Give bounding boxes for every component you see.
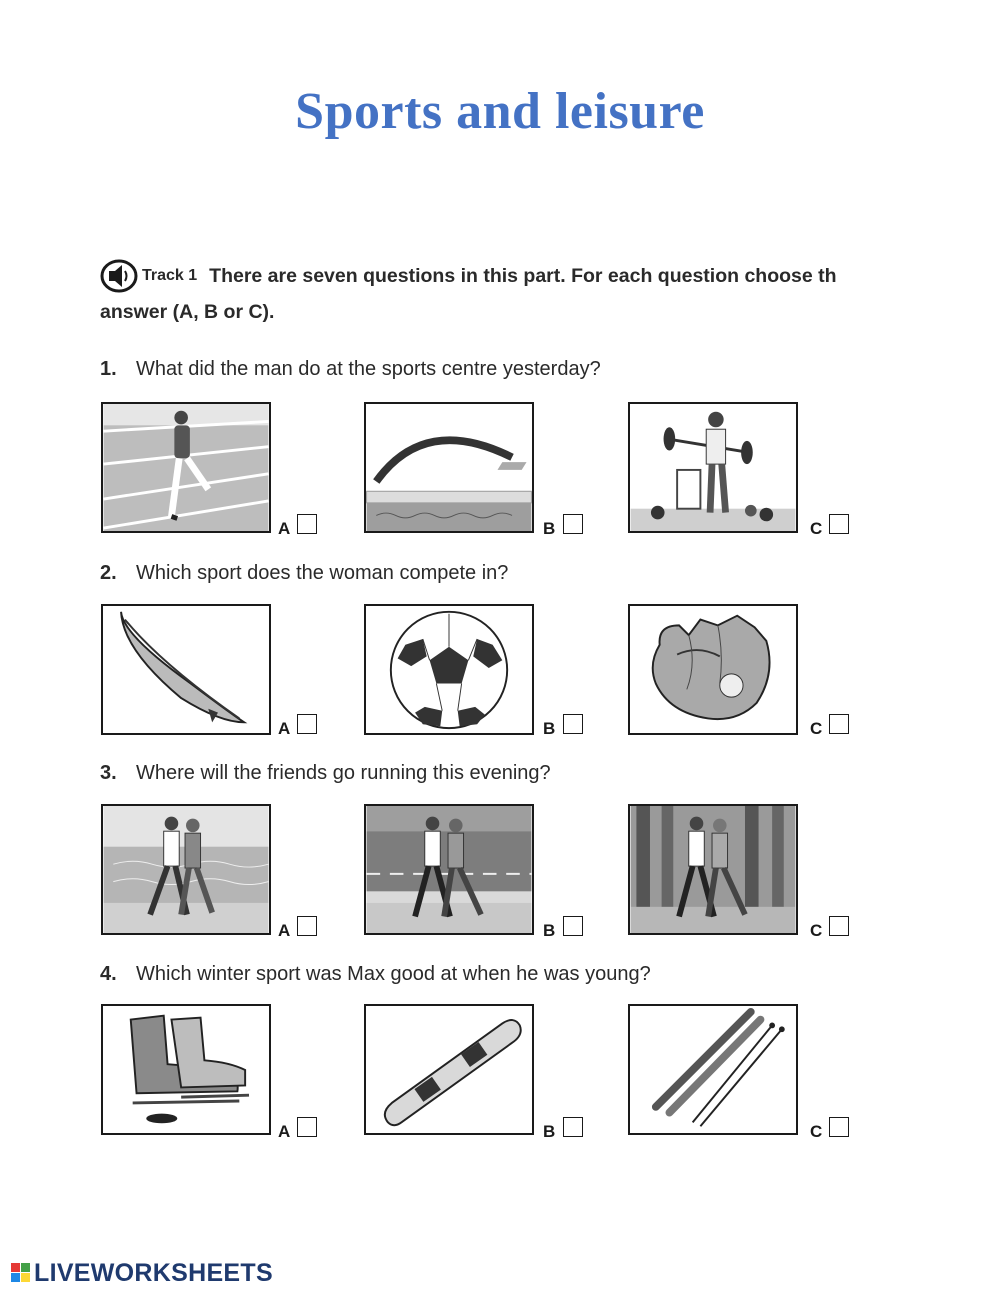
weightlifting-image	[628, 402, 798, 533]
diving-image	[364, 402, 534, 533]
option-label: A	[278, 921, 291, 940]
question-text: Which sport does the woman compete in?	[136, 562, 509, 584]
answer-checkbox-4c[interactable]	[829, 1117, 849, 1137]
answer-checkbox-2c[interactable]	[829, 714, 849, 734]
option-label: C	[810, 921, 823, 940]
question-2	[100, 562, 508, 585]
street-running-image	[364, 804, 534, 935]
footer-branding	[10, 1258, 273, 1288]
question-text: Which winter sport was Max good at when he was young?	[136, 963, 651, 985]
running-track-image	[101, 402, 271, 533]
question-number: 2.	[100, 562, 117, 584]
instructions-line-1	[100, 258, 880, 294]
question-text: Where will the friends go running this evening?	[136, 762, 551, 784]
answer-checkbox-1a[interactable]	[297, 514, 317, 534]
answer-checkbox-3b[interactable]	[563, 916, 583, 936]
option-label: B	[543, 719, 556, 738]
page-title: Sports and leisure	[295, 83, 705, 140]
forest-running-image	[628, 804, 798, 935]
surfboard-image	[101, 604, 271, 735]
answer-checkbox-1b[interactable]	[563, 514, 583, 534]
option-label: B	[543, 1122, 556, 1141]
option-label: A	[278, 519, 291, 538]
instructions	[100, 258, 880, 330]
lake-running-image	[101, 804, 271, 935]
question-number: 4.	[100, 963, 117, 985]
skis-image	[628, 1004, 798, 1135]
instructions-text-1: There are seven questions in this part. For each question choose th	[209, 265, 837, 287]
option-label: A	[278, 1122, 291, 1141]
baseball-glove-image	[628, 604, 798, 735]
question-text: What did the man do at the sports centre yesterday?	[136, 358, 601, 380]
question-number: 3.	[100, 762, 117, 784]
option-label: C	[810, 519, 823, 538]
answer-checkbox-4a[interactable]	[297, 1117, 317, 1137]
option-label: B	[543, 921, 556, 940]
instructions-line-2: answer (A, B or C).	[100, 301, 275, 323]
football-image	[364, 604, 534, 735]
question-number: 1.	[100, 358, 117, 380]
option-label: A	[278, 719, 291, 738]
question-1	[100, 358, 601, 381]
answer-checkbox-2b[interactable]	[563, 714, 583, 734]
track-label: Track 1	[142, 267, 198, 284]
liveworksheets-logo-icon	[10, 1261, 32, 1285]
answer-checkbox-4b[interactable]	[563, 1117, 583, 1137]
option-label: C	[810, 719, 823, 738]
audio-speaker-icon[interactable]	[100, 259, 138, 293]
ice-skate-image	[101, 1004, 271, 1135]
answer-checkbox-1c[interactable]	[829, 514, 849, 534]
answer-checkbox-2a[interactable]	[297, 714, 317, 734]
question-4	[100, 963, 651, 986]
option-label: C	[810, 1122, 823, 1141]
footer-brand-text[interactable]: LIVEWORKSHEETS	[34, 1258, 273, 1287]
option-label: B	[543, 519, 556, 538]
answer-checkbox-3a[interactable]	[297, 916, 317, 936]
question-3	[100, 762, 551, 785]
snowboard-image	[364, 1004, 534, 1135]
answer-checkbox-3c[interactable]	[829, 916, 849, 936]
